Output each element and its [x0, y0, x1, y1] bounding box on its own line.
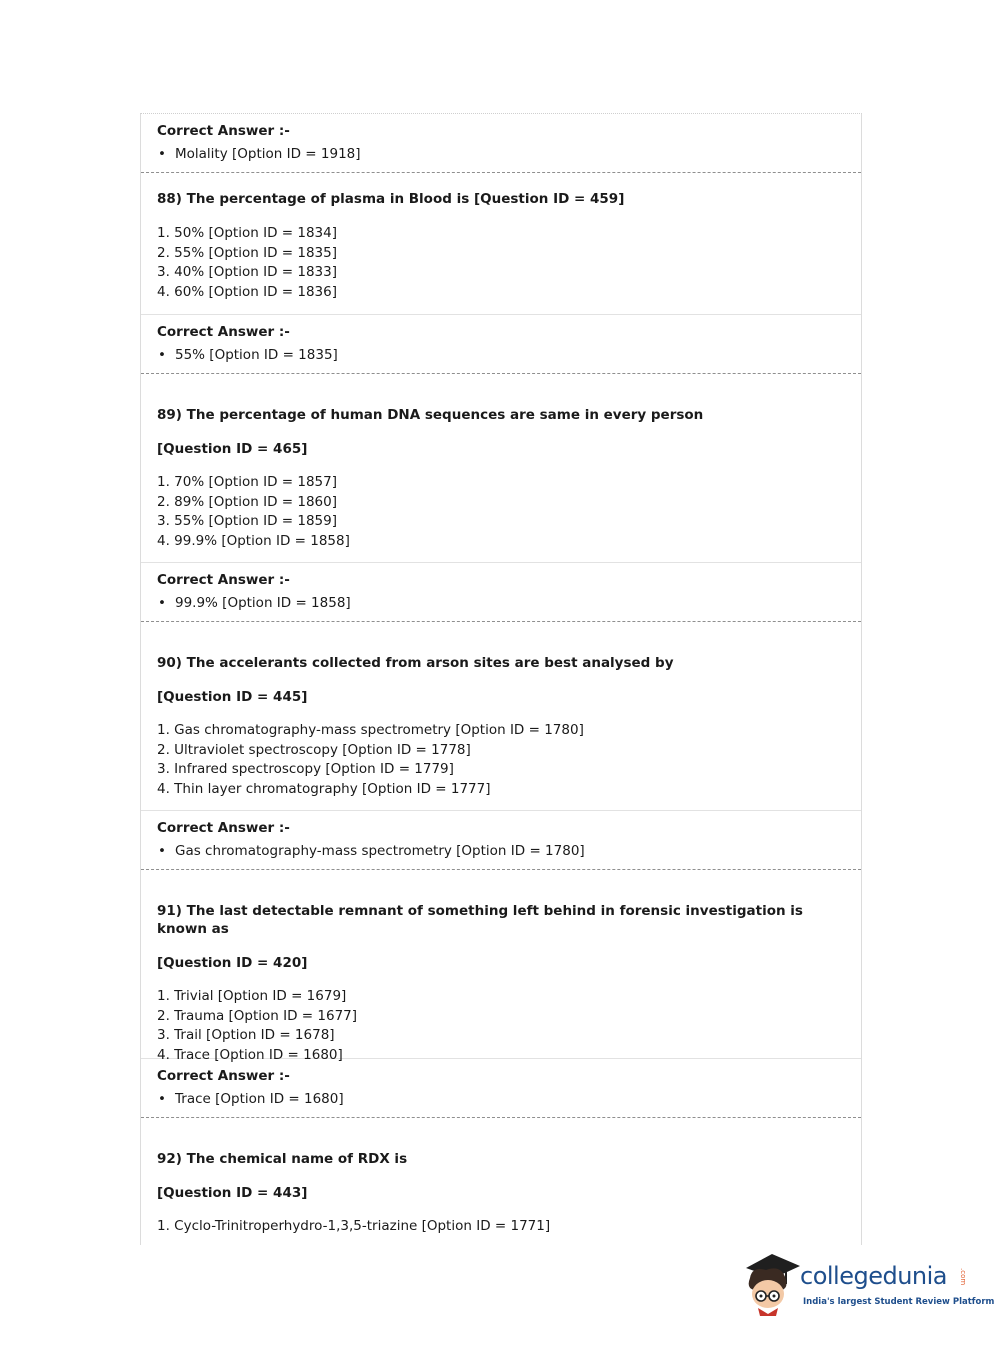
- answer-item: • Gas chromatography-mass spectrometry [Option ID = 1780]: [158, 843, 585, 859]
- answer-88: [141, 315, 861, 374]
- option: 4. Thin layer chromatography [Option ID = 1777]: [157, 780, 491, 797]
- question-91: [141, 870, 861, 1063]
- answer-item: • Trace [Option ID = 1680]: [158, 1091, 344, 1107]
- question-89: [141, 374, 861, 563]
- option-list: [157, 721, 845, 799]
- bullet-icon: •: [158, 595, 166, 611]
- question-title: 89) The percentage of human DNA sequences are same in every person: [157, 407, 704, 423]
- option-list: [157, 1217, 845, 1237]
- question-92: [141, 1118, 861, 1237]
- collegedunia-logo: [742, 1250, 995, 1320]
- option: 2. 89% [Option ID = 1860]: [157, 493, 337, 510]
- option-list: [157, 224, 845, 302]
- answer-heading: Correct Answer :-: [157, 572, 290, 588]
- option: 1. Trivial [Option ID = 1679]: [157, 988, 347, 1004]
- option: 1. Cyclo-Trinitroperhydro-1,3,5-triazine [Option ID = 1771]: [157, 1218, 551, 1234]
- option: 2. 55% [Option ID = 1835]: [157, 244, 337, 261]
- option: 3. Trail [Option ID = 1678]: [157, 1027, 335, 1043]
- option: 3. 55% [Option ID = 1859]: [157, 513, 337, 529]
- bullet-icon: •: [158, 347, 166, 363]
- question-id: [Question ID = 445]: [157, 689, 308, 705]
- question-id: [Question ID = 443]: [157, 1185, 308, 1201]
- option-list: [157, 473, 845, 551]
- brand-suffix: .com: [959, 1268, 967, 1286]
- option: 4. 60% [Option ID = 1836]: [157, 283, 337, 300]
- answer-89: [141, 563, 861, 622]
- question-title: 88) The percentage of plasma in Blood is [Question ID = 459]: [157, 191, 625, 207]
- option: 3. 40% [Option ID = 1833]: [157, 264, 337, 280]
- option: 4. Trace [Option ID = 1680]: [157, 1046, 343, 1063]
- option: 2. Ultraviolet spectroscopy [Option ID = 1778]: [157, 741, 471, 758]
- question-title: 90) The accelerants collected from arson sites are best analysed by: [157, 655, 674, 671]
- bullet-icon: •: [158, 146, 166, 162]
- option: 2. Trauma [Option ID = 1677]: [157, 1007, 358, 1024]
- question-title: 91) The last detectable remnant of something left behind in forensic investigation is known as: [157, 903, 803, 937]
- answer-heading: Correct Answer :-: [157, 1068, 290, 1084]
- brand-name: collegedunia: [800, 1262, 948, 1290]
- question-title: 92) The chemical name of RDX is: [157, 1151, 408, 1167]
- answer-heading: Correct Answer :-: [157, 820, 290, 836]
- brand-tagline: India's largest Student Review Platform: [803, 1297, 995, 1307]
- question-id: [Question ID = 465]: [157, 441, 308, 457]
- prev-answer-section: [141, 114, 861, 173]
- answer-item: • 55% [Option ID = 1835]: [158, 347, 338, 363]
- question-88: [141, 173, 861, 315]
- answer-91: [141, 1059, 861, 1118]
- answer-heading: Correct Answer :-: [157, 324, 290, 340]
- answer-item: • Molality [Option ID = 1918]: [158, 146, 361, 162]
- bullet-icon: •: [158, 1091, 166, 1107]
- option-list: [157, 987, 845, 1065]
- question-90: [141, 622, 861, 811]
- answer-item: • 99.9% [Option ID = 1858]: [158, 595, 351, 611]
- answer-heading: Correct Answer :-: [157, 123, 290, 139]
- option: 4. 99.9% [Option ID = 1858]: [157, 532, 350, 549]
- option: 3. Infrared spectroscopy [Option ID = 1779]: [157, 761, 454, 777]
- question-paper: [140, 113, 862, 1245]
- answer-90: [141, 811, 861, 870]
- question-id: [Question ID = 420]: [157, 955, 308, 971]
- option: 1. 50% [Option ID = 1834]: [157, 225, 337, 241]
- option: 1. 70% [Option ID = 1857]: [157, 474, 337, 490]
- student-mascot-icon: [742, 1250, 804, 1318]
- bullet-icon: •: [158, 843, 166, 859]
- option: 1. Gas chromatography-mass spectrometry [Option ID = 1780]: [157, 722, 584, 738]
